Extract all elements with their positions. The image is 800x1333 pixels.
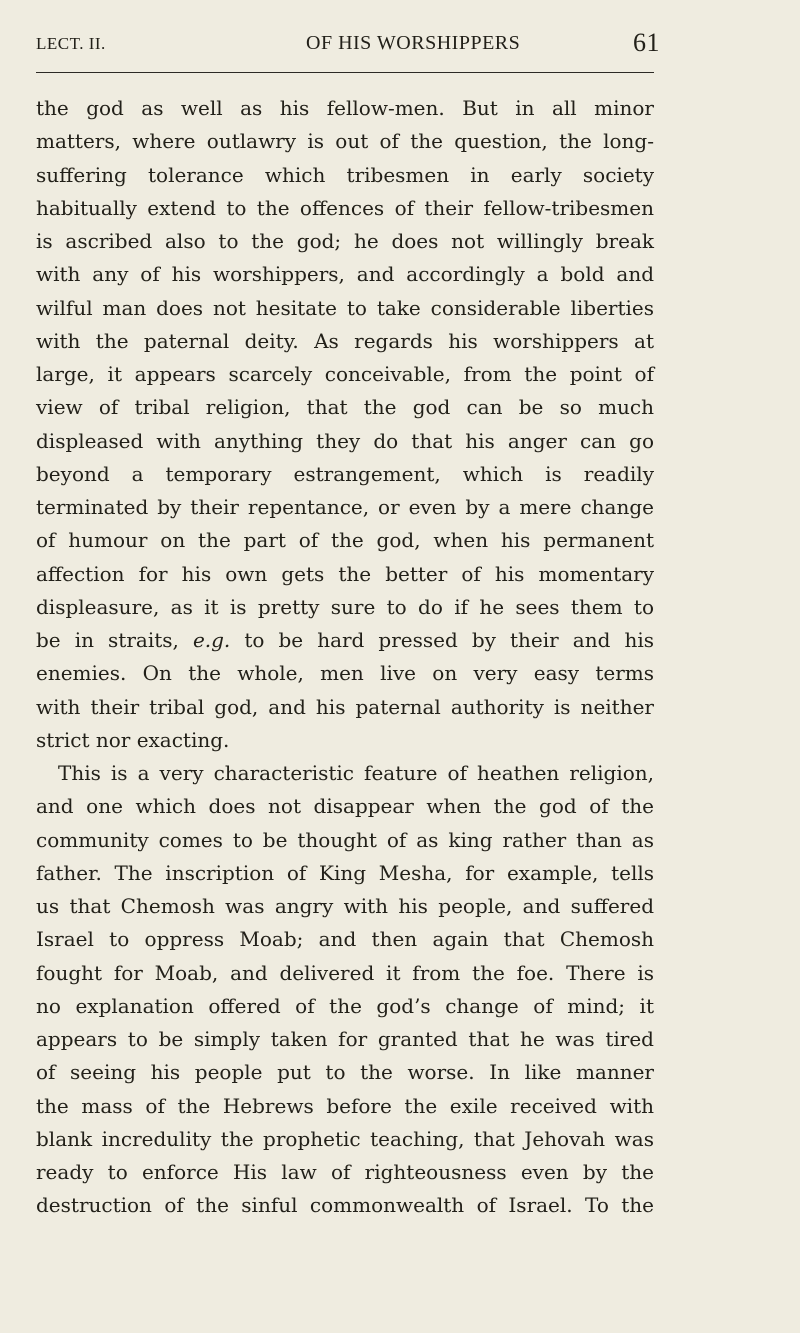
text-line: suffering tolerance which tribesmen in early society (36, 162, 654, 187)
text-line: This is a very characteristic feature of heathen religion, (58, 761, 654, 785)
text-line: of seeing his people put to the worse. In like manner (36, 1060, 654, 1085)
text-line: of humour on the part of the god, when his permanent (36, 528, 654, 553)
header-rule (36, 72, 654, 73)
text-line: view of tribal religion, that the god can be so much (36, 395, 654, 420)
text-line: wilful man does not hesitate to take considerable liberties (36, 295, 654, 320)
text-line: large, it appears scarcely conceivable, from the point of (36, 362, 654, 386)
text-line: habitually extend to the offences of their fellow-tribesmen (36, 195, 654, 220)
text-line: enemies. On the whole, men live on very easy terms (36, 661, 654, 686)
text-line: displeased with anything they do that his anger can go (36, 428, 654, 453)
text-line: blank incredulity the prophetic teaching, that Jehovah was (36, 1126, 654, 1151)
text-line: fought for Moab, and delivered it from the foe. There is (36, 960, 654, 985)
text-line: is ascribed also to the god; he does not willingly break (36, 229, 654, 253)
text-line: Israel to oppress Moab; and then again that Chemosh (36, 927, 654, 952)
text-line: strict nor exacting. (36, 727, 230, 752)
page-number: 61 (633, 28, 660, 57)
text-line: the god as well as his fellow-men. But in all minor (36, 96, 654, 120)
body-text (36, 92, 654, 1223)
text-line: community comes to be thought of as king rather than as (36, 827, 654, 852)
text-line: and one which does not disappear when the god of the (36, 794, 654, 819)
chapter-title: OF HIS WORSHIPPERS (306, 32, 521, 54)
text-line: affection for his own gets the better of his momentary (36, 561, 654, 586)
running-head (36, 28, 660, 68)
text-line: with any of his worshippers, and accordingly a bold and (36, 262, 654, 287)
text-line: ready to enforce His law of righteousness even by the (36, 1160, 654, 1184)
text-line: displeasure, as it is pretty sure to do if he sees them to (36, 594, 654, 619)
text-line: us that Chemosh was angry with his people, and suffered (36, 894, 654, 918)
text-line: with their tribal god, and his paternal authority is neither (36, 694, 654, 719)
text-line: matters, where outlawry is out of the question, the long- (36, 129, 654, 154)
lecture-label: LECT. II. (36, 34, 106, 53)
text-line: appears to be simply taken for granted that he was tired (36, 1027, 654, 1051)
text-line: father. The inscription of King Mesha, for example, tells (36, 860, 654, 885)
text-line: the mass of the Hebrews before the exile received with (36, 1093, 654, 1118)
text-line: no explanation offered of the god’s change of mind; it (36, 993, 654, 1018)
text-line: terminated by their repentance, or even by a mere change (36, 495, 654, 519)
text-line: with the paternal deity. As regards his worshippers at (36, 328, 654, 353)
text-line: destruction of the sinful commonwealth of Israel. To the (36, 1193, 654, 1218)
text-line: beyond a temporary estrangement, which is readily (36, 461, 654, 486)
text-line: be in straits, e.g. to be hard pressed by their and his (36, 628, 654, 652)
